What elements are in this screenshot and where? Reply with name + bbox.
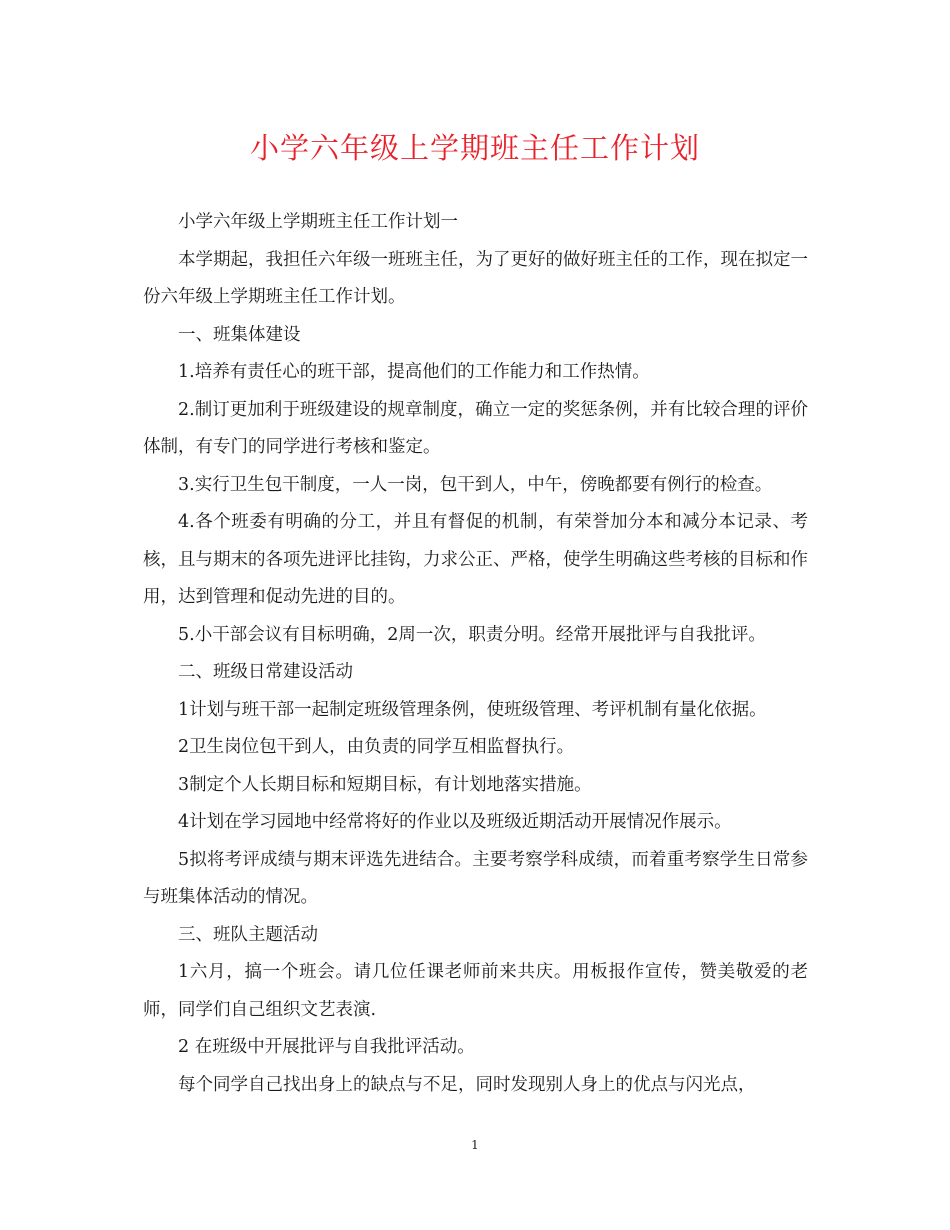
list-item: 1六月，搞一个班会。请几位任课老师前来共庆。用板报作宣传，赞美敬爱的老师，同学们自己组织文艺表演. — [143, 962, 808, 1020]
list-item: 5拟将考评成绩与期末评选先进结合。主要考察学科成绩，而着重考察学生日常参与班集体活动的情况。 — [143, 849, 808, 907]
section-heading-2: 二、班级日常建设活动 — [178, 662, 353, 682]
list-item: 1计划与班干部一起制定班级管理条例，使班级管理、考评机制有量化依据。 — [178, 699, 767, 720]
list-item: 3.实行卫生包干制度，一人一岗，包干到人，中午，傍晚都要有例行的检查。 — [178, 474, 773, 495]
list-item: 2.制订更加利于班级建设的规章制度，确立一定的奖惩条例，并有比较合理的评价体制，有专门的同学进行考核和鉴定。 — [143, 399, 808, 457]
list-item: 2 在班级中开展批评与自我批评活动。 — [178, 1037, 475, 1057]
list-item: 3制定个人长期目标和短期目标，有计划地落实措施。 — [178, 774, 592, 795]
document-title: 小学六年级上学期班主任工作计划 — [249, 131, 700, 165]
list-item: 5.小干部会议有目标明确，2周一次，职责分明。经常开展批评与自我批评。 — [178, 624, 766, 645]
paragraph-subtitle: 小学六年级上学期班主任工作计划一 — [178, 212, 458, 232]
paragraph-intro: 本学期起，我担任六年级一班班主任，为了更好的做好班主任的工作，现在拟定一份六年级上学期班主任工作计划。 — [143, 249, 808, 307]
list-item: 4计划在学习园地中经常将好的作业以及班级近期活动开展情况作展示。 — [178, 812, 732, 832]
paragraph: 每个同学自己找出身上的缺点与不足，同时发现别人身上的优点与闪光点， — [178, 1074, 756, 1095]
document-body — [143, 204, 808, 1104]
section-heading-3: 三、班队主题活动 — [178, 924, 318, 945]
page-number: 1 — [471, 1138, 479, 1152]
list-item: 4.各个班委有明确的分工，并且有督促的机制，有荣誉加分本和减分本记录、考核，且与期末的各项先进评比挂钩，力求公正、严格，使学生明确这些考核的目标和作用，达到管理和促动先进的目的。 — [143, 512, 808, 607]
list-item: 1.培养有责任心的班干部，提高他们的工作能力和工作热情。 — [178, 362, 650, 382]
section-heading-1: 一、班集体建设 — [178, 324, 301, 345]
list-item: 2卫生岗位包干到人，由负责的同学互相监督执行。 — [178, 737, 575, 757]
